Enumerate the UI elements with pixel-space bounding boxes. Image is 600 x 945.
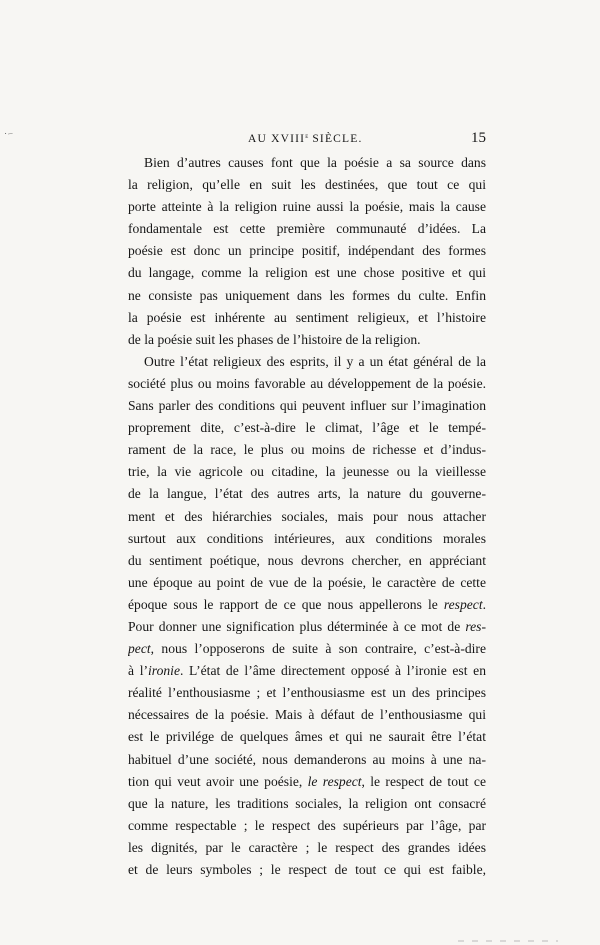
line-text: à l’ — [128, 663, 149, 679]
body-text — [128, 152, 486, 881]
line-text: comme respectable ; le respect des supérieurs par l’âge, par — [128, 817, 486, 833]
running-head-sup: e — [305, 132, 309, 140]
text-line — [128, 240, 486, 262]
text-line — [128, 262, 486, 284]
text-line — [128, 152, 486, 174]
page-header — [128, 130, 486, 150]
line-text: Bien d’autres causes font que la poésie a sa source dans — [144, 155, 486, 170]
text-line — [128, 528, 486, 550]
text-line — [128, 461, 486, 483]
text-line — [128, 660, 486, 682]
text-line — [128, 550, 486, 572]
line-text: de la langue, l’état des autres arts, la nature du gouverne- — [128, 486, 486, 502]
running-head-suffix: SIÈCLE. — [308, 133, 363, 145]
text-line — [128, 395, 486, 417]
italic-word: res- — [465, 618, 486, 634]
text-line — [128, 837, 486, 859]
line-text: ment et des hiérarchies sociales, mais pour nous attacher — [128, 508, 486, 524]
text-line — [128, 704, 486, 726]
margin-mark: ·– — [3, 127, 15, 139]
line-text: une époque au point de vue de la poésie, le caractère de cette — [128, 574, 486, 590]
text-line — [128, 174, 486, 196]
text-line — [128, 771, 486, 793]
line-text: les dignités, par le caractère ; le respect des grandes idées — [128, 839, 486, 855]
line-text: nécessaires de la poésie. Mais à défaut de l’enthousiasme qui — [128, 707, 486, 723]
line-text: habituel d’une société, nous demanderons au moins à une na- — [128, 751, 486, 767]
line-text: du sentiment poétique, nous devrons chercher, en appréciant — [128, 552, 486, 568]
line-text-after: . — [482, 596, 486, 612]
line-text: la poésie est inhérente au sentiment religieux, et l’histoire — [128, 309, 486, 325]
text-line — [128, 373, 486, 395]
line-text: trie, la vie agricole ou citadine, la jeunesse ou la vieillesse — [128, 464, 486, 480]
text-line — [128, 859, 486, 881]
text-line — [128, 417, 486, 439]
text-line — [128, 285, 486, 307]
text-line — [128, 594, 486, 616]
text-line — [128, 196, 486, 218]
line-text: du langage, comme la religion est une chose positive et qui — [128, 265, 486, 281]
text-line — [128, 616, 486, 638]
text-line — [128, 793, 486, 815]
text-line — [128, 506, 486, 528]
line-text: époque sous le rapport de ce que nous appellerons le — [128, 596, 444, 612]
text-line — [128, 218, 486, 240]
text-line — [128, 572, 486, 594]
italic-word: ironie — [148, 663, 180, 679]
text-line — [128, 439, 486, 461]
text-line — [128, 682, 486, 704]
line-text-after: , le respect de tout ce — [361, 773, 486, 789]
line-text: société plus ou moins favorable au développement de la poésie. — [128, 375, 486, 391]
line-text: que la nature, les traditions sociales, la religion ont consacré — [128, 795, 486, 811]
italic-word: respect — [443, 596, 483, 612]
page-number: 15 — [471, 130, 486, 146]
italic-word: le respect — [307, 773, 362, 789]
line-text: rament de la race, le plus ou moins de richesse et d’indus- — [128, 442, 486, 458]
line-text: et de leurs symboles ; le respect de tout ce qui est faible, — [128, 862, 486, 877]
line-text: Pour donner une signification plus déterminée à ce mot de — [128, 618, 466, 634]
line-text: de la poésie suit les phases de l’histoire de la religion. — [128, 331, 421, 347]
text-line — [128, 815, 486, 837]
line-text: tion qui veut avoir une poésie, — [128, 773, 308, 789]
running-head — [248, 132, 363, 145]
text-line — [128, 749, 486, 771]
running-head-prefix: AU XVIII — [248, 133, 306, 145]
text-line — [128, 726, 486, 748]
italic-word: pect — [128, 641, 151, 657]
line-text: porte atteinte à la religion ruine aussi la poésie, mais la cause — [128, 199, 486, 215]
line-text: réalité l’enthousiasme ; et l’enthousiasme est un des principes — [128, 685, 486, 701]
text-line — [128, 351, 486, 373]
line-text: est le privilége de quelques âmes et qui ne saurait être l’état — [128, 729, 486, 745]
line-text: Sans parler des conditions qui peuvent influer sur l’imagination — [128, 398, 486, 414]
text-line — [128, 329, 486, 351]
line-text: poésie est donc un principe positif, indépendant des formes — [128, 243, 486, 259]
line-text: proprement dite, c’est-à-dire le climat, l’âge et le tempé- — [128, 420, 486, 436]
text-line — [128, 638, 486, 660]
line-text: ne consiste pas uniquement dans les formes du culte. Enfin — [128, 287, 486, 303]
line-text: la religion, qu’elle en suit les destinées, que tout ce qui — [128, 177, 486, 193]
line-text: Outre l’état religieux des esprits, il y a un état général de la — [144, 353, 486, 369]
line-text: , nous l’opposerons de suite à son contraire, c’est-à-dire — [150, 641, 486, 657]
line-text: surtout aux conditions intérieures, aux conditions morales — [128, 530, 486, 546]
scan-artifact — [458, 940, 558, 942]
line-text: fondamentale est cette première communauté d’idées. La — [128, 221, 486, 237]
line-text-after: . L’état de l’âme directement opposé à l’ironie est en — [179, 663, 486, 679]
text-line — [128, 307, 486, 329]
text-line — [128, 483, 486, 505]
